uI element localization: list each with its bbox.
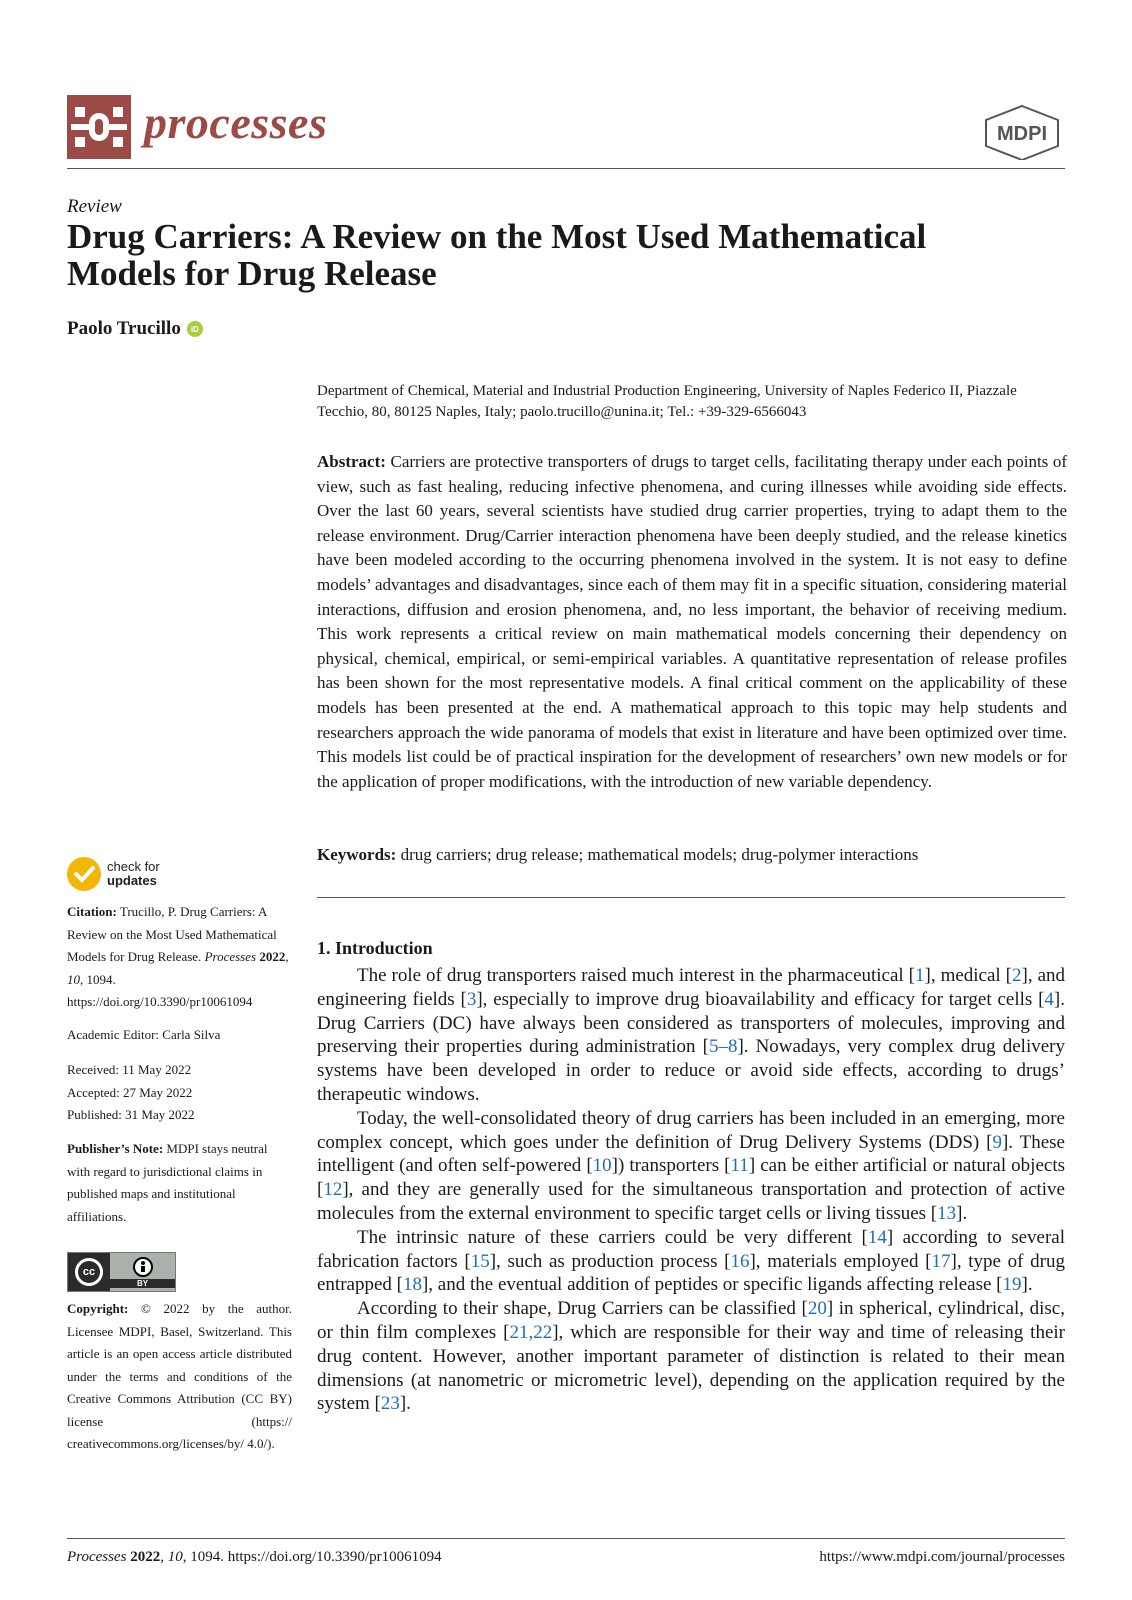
author-name: Paolo Trucillo (67, 318, 181, 339)
footer-volume: 10 (167, 1549, 183, 1565)
publisher-note-text: MDPI stays neutral with regard to jurisdictional claims in published maps and institutional affiliations. (67, 1141, 268, 1224)
publisher-note-label: Publisher’s Note: (67, 1141, 164, 1156)
paragraph-text: ], especially to improve drug bioavailability and efficacy for target cells [ (476, 988, 1045, 1010)
paragraph-text: ], and they are generally used for the simultaneous transportation and protection of active molecules from the external environment to specific target cells or living tissues [ (317, 1179, 1065, 1224)
reference-link[interactable]: 16 (730, 1250, 750, 1272)
introduction-body (317, 964, 1065, 1416)
reference-link[interactable]: 19 (1002, 1274, 1022, 1296)
citation-doi-link[interactable]: https://doi.org/10.3390/pr10061094 (67, 994, 253, 1009)
introduction-paragraph (317, 1297, 1065, 1416)
paragraph-text: ], type of drug entrapped [ (317, 1250, 1066, 1296)
paragraph-text: ]. Drug Carriers (DC) have always been considered as transporters of molecules, improving and preserving their properties during administration [ (317, 988, 1065, 1058)
publisher-note (67, 1138, 292, 1228)
affiliation: Department of Chemical, Material and Industrial Production Engineering, University of Naples Federico II, Piazzale Tecchio, 80, 80125 Naples, Italy; paolo.trucillo@unina.it; Tel.: +39-329-6566043 (317, 383, 1017, 420)
paragraph-text: Today, the well-consolidated theory of drug carriers has been included in an emerging, more complex concept, which goes under the definition of Drug Delivery Systems (DDS) [ (317, 1107, 1065, 1153)
reference-link[interactable]: 20 (807, 1298, 827, 1320)
paragraph-text: ], which are responsible for their way and time of releasing their drug content. However, another important parameter of distinction is related to their mean dimensions (at nanometric or micrometric level), depending on the application required by the system [ (317, 1321, 1065, 1415)
mdpi-logo (982, 104, 1062, 160)
dates (67, 1059, 292, 1127)
abstract (317, 450, 1067, 794)
paragraph-text: The role of drug transporters raised much interest in the pharmaceutical [ (357, 965, 916, 986)
reference-link[interactable]: 17 (931, 1250, 951, 1272)
footer-url[interactable]: https://www.mdpi.com/journal/processes (819, 1549, 1065, 1565)
footer-rule (67, 1538, 1065, 1539)
received-date: Received: 11 May 2022 (67, 1062, 192, 1077)
keywords-label: Keywords: (317, 845, 397, 864)
abstract-label: Abstract: (317, 452, 386, 471)
paragraph-text: ]) transporters [ (611, 1155, 731, 1177)
mdpi-logo-text: MDPI (997, 123, 1047, 145)
keywords (317, 843, 1067, 867)
footer-rest: , 1094. https://doi.org/10.3390/pr10061094 (182, 1549, 442, 1565)
reference-link[interactable]: 23 (380, 1393, 400, 1415)
check-text-line2: updates (107, 873, 157, 888)
citation-journal: Processes (204, 949, 257, 964)
citation-label: Citation: (67, 904, 117, 919)
copyright (67, 1298, 292, 1456)
article-title: Drug Carriers: A Review on the Most Used Mathematical Models for Drug Release (67, 217, 927, 293)
cc-by-license-badge[interactable] (67, 1252, 176, 1292)
reference-link[interactable]: 10 (592, 1155, 612, 1177)
reference-link[interactable]: 14 (867, 1226, 887, 1248)
paragraph-text: ]. (1021, 1274, 1033, 1296)
check-icon (67, 857, 101, 891)
citation: Citation: Trucillo, P. Drug Carriers: A Review on the Most Used Mathematical Models for Drug Release. Processes 2022, 10, 1094. https://doi.org/10.3390/pr10061094 (67, 904, 289, 1009)
paragraph-text: ]. These intelligent (and often self-powered [ (317, 1131, 1065, 1177)
published-date: Published: 31 May 2022 (67, 1107, 195, 1122)
reference-link[interactable]: 2 (1012, 965, 1022, 986)
paragraph-text: The intrinsic nature of these carriers could be very different [ (357, 1226, 868, 1248)
reference-link[interactable]: 4 (1044, 988, 1054, 1010)
header-rule (67, 168, 1065, 169)
reference-link[interactable]: 21,22 (509, 1321, 553, 1343)
paragraph-text: ], and the eventual addition of peptides or specific ligands affecting release [ (421, 1274, 1003, 1296)
section-rule (317, 897, 1065, 898)
abstract-text: Carriers are protective transporters of drugs to target cells, facilitating therapy under each points of view, such as fast healing, reducing infective phenomena, and curing illnesses while avoiding side effects. Over the last 60 years, several scientists have studied drug carrier properties, trying to adapt them to the release environment. Drug/Carrier interaction phenomena have been deeply studied, and the release kinetics have been modeled according to the occurring phenomena involved in the system. It is not easy to define models’ advantages and disadvantages, since each of them may fit in a specific situation, considering material interactions, diffusion and erosion phenomena, and, no less important, the behavior of receiving medium. This work represents a critical review on main mathematical models concerning their dependency on physical, chemical, empirical, or semi-empirical variables. A quantitative representation of release profiles has been shown for the most representative models. A final critical comment on the applicability of these models has been presented at the end. A mathematical approach to this topic may help students and researchers approach the wide panorama of models that exist in literature and have been optimized over time. This models list could be of practical inspiration for the development of researchers’ own new models or for the application of proper modifications, with the introduction of new variable dependency. (317, 452, 1068, 791)
paragraph-text: ] in spherical, cylindrical, disc, or thin film complexes [ (317, 1298, 1065, 1343)
check-for-updates-button[interactable] (67, 857, 160, 891)
paragraph-text: ]. (399, 1393, 411, 1415)
reference-link[interactable]: 1 (915, 965, 925, 986)
paragraph-text: ], medical [ (924, 965, 1013, 986)
author (67, 318, 203, 340)
footer-citation: Processes 2022, 10, 1094. https://doi.org/10.3390/pr10061094 (67, 1549, 442, 1565)
reference-link[interactable]: 13 (937, 1202, 957, 1224)
citation-page: , 1094. (80, 971, 116, 987)
introduction-paragraph (317, 1107, 1065, 1226)
keywords-text: drug carriers; drug release; mathematical models; drug-polymer interactions (400, 845, 919, 864)
paragraph-text: ], such as production process [ (489, 1250, 731, 1272)
reference-link[interactable]: 12 (323, 1179, 343, 1201)
processes-logo-icon (67, 95, 131, 159)
paragraph-text: ], and engineering fields [ (317, 965, 1066, 1010)
footer-year: 2022 (130, 1549, 161, 1565)
citation-text: Trucillo, P. Drug Carriers: A Review on the Most Used Mathematical Models for Drug Release. (67, 904, 277, 964)
academic-editor: Academic Editor: Carla Silva (67, 1027, 221, 1042)
paragraph-text: ] according to several fabrication factors [ (317, 1226, 1065, 1272)
reference-link[interactable]: 9 (992, 1131, 1002, 1153)
section-heading: 1. Introduction (317, 938, 433, 958)
paragraph-text: ], materials employed [ (749, 1250, 932, 1272)
copyright-text: © 2022 by the author. Licensee MDPI, Basel, Switzerland. This article is an open access article distributed under the terms and conditions of the Creative Commons Attribution (CC BY) license (https:// creativecommons.org/licenses/by/ 4.0/). (67, 1301, 292, 1451)
journal-name: processes (144, 97, 328, 148)
citation-year: 2022 (259, 949, 286, 964)
article-type: Review (67, 196, 122, 217)
paragraph-text: According to their shape, Drug Carriers can be classified [ (357, 1298, 808, 1320)
accepted-date: Accepted: 27 May 2022 (67, 1084, 193, 1100)
cc-icon: cc (75, 1258, 103, 1286)
paragraph-text: ] can be either artificial or natural objects [ (317, 1155, 1065, 1201)
paragraph-text: ]. (956, 1202, 968, 1224)
reference-link[interactable]: 11 (730, 1155, 749, 1177)
introduction-paragraph (317, 1226, 1065, 1297)
footer-journal: Processes (67, 1549, 127, 1565)
check-text-line1: check for (107, 859, 160, 874)
reference-link[interactable]: 3 (466, 988, 477, 1010)
reference-link[interactable]: 15 (470, 1250, 490, 1272)
introduction-paragraph (317, 964, 1065, 1107)
copyright-label: Copyright: (67, 1301, 129, 1316)
paragraph-text: ]. Nowadays, very complex drug delivery systems have been developed in order to reduce or avoid side effects, according to drugs’ therapeutic windows. (317, 1036, 1065, 1105)
journal-logo (67, 95, 131, 159)
reference-link[interactable]: 18 (402, 1274, 422, 1296)
attribution-icon (133, 1257, 153, 1277)
citation-volume: 10 (67, 971, 80, 987)
reference-link[interactable]: 5–8 (708, 1036, 738, 1058)
orcid-icon[interactable]: iD (187, 321, 203, 337)
by-label: BY (110, 1279, 175, 1288)
